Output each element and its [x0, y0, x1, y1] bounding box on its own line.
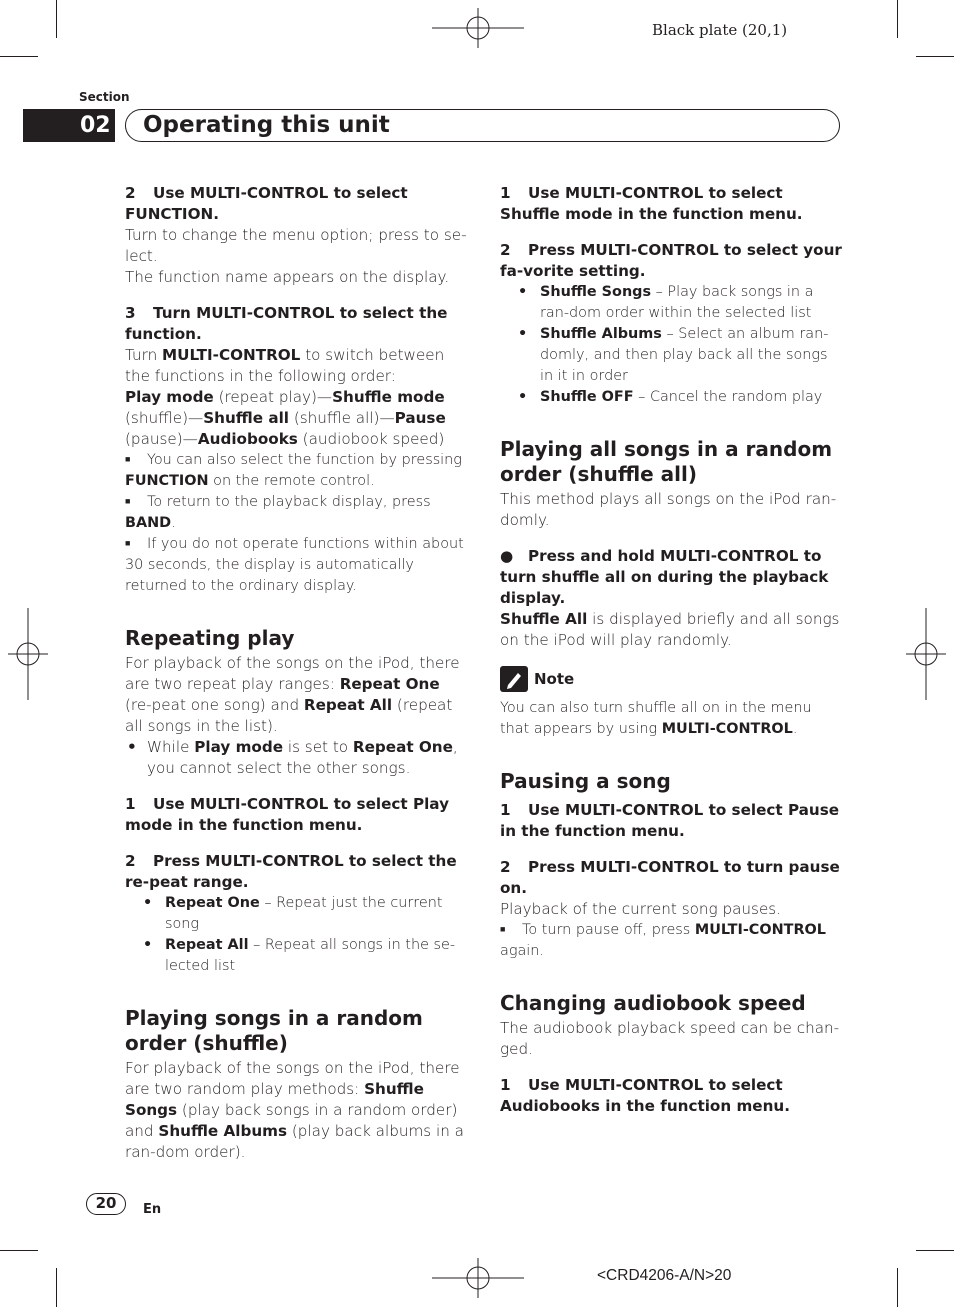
crop-mark [0, 1250, 38, 1251]
paragraph: The audiobook playback speed can be chan-ged. [500, 1019, 840, 1058]
registration-mark-icon [8, 608, 48, 700]
document-code: <CRD4206-A/N>20 [597, 1267, 732, 1284]
list-item: • Repeat All – Repeat all songs in the se-lected list [125, 935, 467, 977]
crop-mark [916, 56, 954, 57]
crop-mark [0, 56, 38, 57]
note-text: You can also turn shuffle all on in the menu that appears by using MULTI-CONTROL. [500, 700, 812, 737]
paragraph: For playback of the songs on the iPod, there are two random play methods: Shuffle Songs (play back songs in a random order) and Shuffle Albums (play back albums in a ran-dom order). [125, 1059, 464, 1161]
note-item: ■ You can also select the function by pressing FUNCTION on the remote control. [125, 452, 462, 489]
step-heading: 1 Use MULTI-CONTROL to select Pause in the function menu. [500, 801, 840, 840]
paragraph: Shuffle All is displayed briefly and all songs on the iPod will play randomly. [500, 610, 840, 649]
heading-audiobook-speed: Changing audiobook speed [500, 991, 806, 1015]
paragraph: This method plays all songs on the iPod ran-domly. [500, 490, 837, 529]
page-number: 20 [86, 1193, 126, 1215]
list-item: • Repeat One – Repeat just the current song [125, 893, 467, 935]
list-item: • Shuffle Songs – Play back songs in a ran-dom order within the selected list [500, 282, 842, 324]
crop-mark [897, 0, 898, 38]
registration-mark-icon [906, 608, 946, 700]
note-item: ■ To turn pause off, press MULTI-CONTROL again. [500, 922, 826, 959]
section-number: 02 [23, 109, 115, 142]
heading-shuffle-all: Playing all songs in a random order (shuffle all) [500, 437, 833, 486]
registration-mark-icon [432, 1258, 524, 1298]
crop-mark [56, 0, 57, 38]
list-item: • Shuffle OFF – Cancel the random play [500, 387, 842, 408]
list-item: • Shuffle Albums – Select an album ran-domly, and then play back all the songs in it in order [500, 324, 842, 387]
step-heading: 3 Turn MULTI-CONTROL to select the function. [125, 304, 448, 343]
paragraph: For playback of the songs on the iPod, there are two repeat play ranges: Repeat One (re-peat one song) and Repeat All (repeat all songs in the list). [125, 654, 460, 735]
note-heading: Note [500, 666, 842, 692]
step-heading: 2 Press MULTI-CONTROL to select the re-peat range. [125, 852, 457, 891]
heading-shuffle: Playing songs in a random order (shuffle) [125, 1006, 423, 1055]
step-heading: 1 Use MULTI-CONTROL to select Play mode in the function menu. [125, 795, 449, 834]
registration-mark-icon [432, 8, 524, 48]
step-heading: 2 Press MULTI-CONTROL to select your fa-vorite setting. [500, 241, 842, 280]
note-item: ■ To return to the playback display, press BAND. [125, 494, 431, 531]
paragraph: The function name appears on the display. [125, 268, 450, 286]
heading-pausing: Pausing a song [500, 769, 671, 793]
step-heading: 2 Press MULTI-CONTROL to turn pause on. [500, 858, 840, 897]
plate-label: Black plate (20,1) [652, 21, 788, 39]
paragraph: Turn MULTI-CONTROL to switch between the functions in the following order: [125, 346, 445, 385]
paragraph: Turn to change the menu option; press to se-lect. [125, 226, 467, 265]
function-order: Play mode (repeat play)—Shuffle mode (shuffle)—Shuffle all (shuffle all)—Pause (pause)—Audiobooks (audiobook speed) [125, 388, 446, 448]
step-heading: 1 Use MULTI-CONTROL to select Shuffle mode in the function menu. [500, 184, 803, 223]
right-column [500, 183, 842, 1117]
crop-mark [916, 1250, 954, 1251]
list-item: • While Play mode is set to Repeat One, you cannot select the other songs. [125, 737, 467, 779]
language-code: En [143, 1202, 162, 1217]
note-pencil-icon [500, 666, 528, 692]
crop-mark [56, 1268, 57, 1307]
step-heading: 2 Use MULTI-CONTROL to select FUNCTION. [125, 184, 408, 223]
note-item: ■ If you do not operate functions within about 30 seconds, the display is automatically returned to the ordinary display. [125, 536, 464, 594]
paragraph: Playback of the current song pauses. [500, 900, 782, 918]
section-label: Section [79, 90, 130, 104]
heading-repeating-play: Repeating play [125, 626, 295, 650]
left-column [125, 183, 467, 1163]
step-heading: ● Press and hold MULTI-CONTROL to turn shuffle all on during the playback display. [500, 547, 829, 607]
step-heading: 1 Use MULTI-CONTROL to select Audiobooks in the function menu. [500, 1076, 790, 1115]
crop-mark [897, 1268, 898, 1307]
section-title: Operating this unit [125, 109, 840, 142]
